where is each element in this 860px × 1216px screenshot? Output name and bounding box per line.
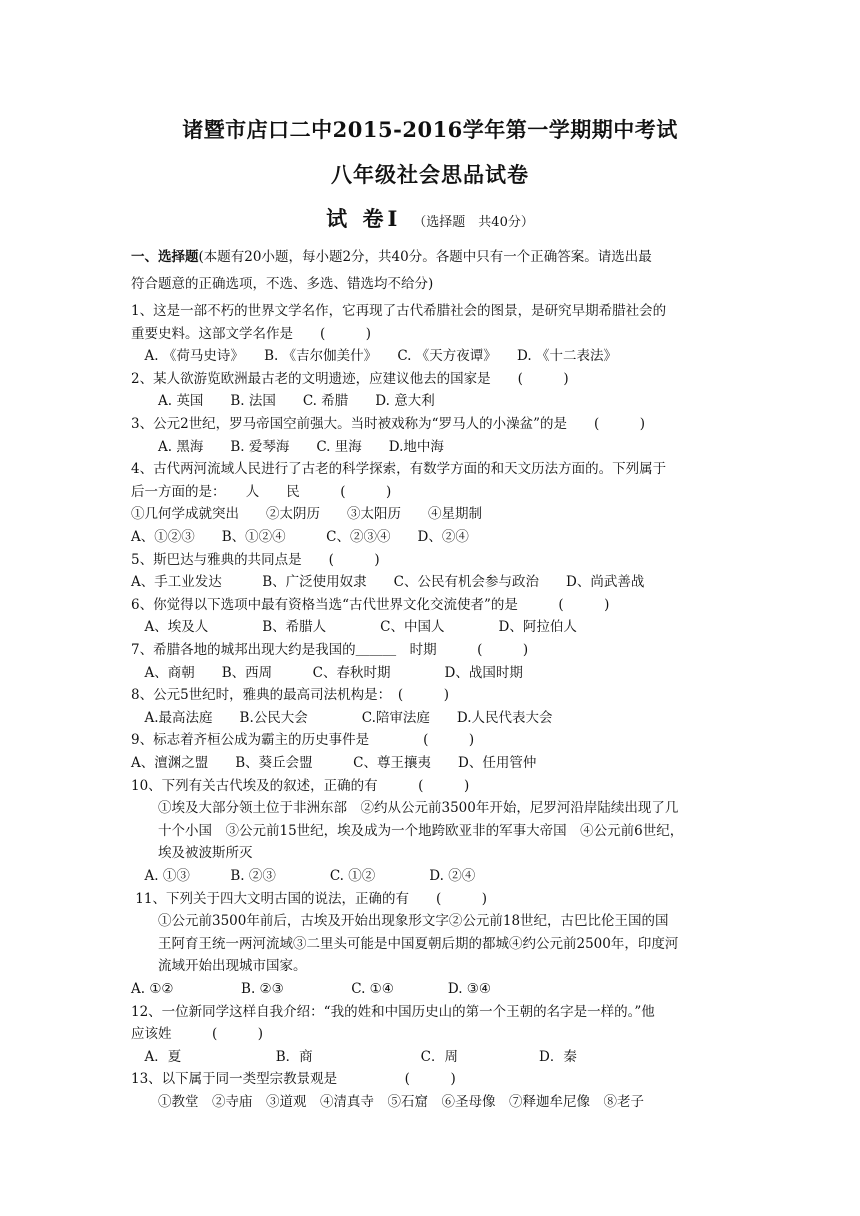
paper-label: 试 卷Ⅰ xyxy=(326,206,402,231)
question-text-line: A、埃及人 B、希腊人 C、中国人 D、阿拉伯人 xyxy=(131,619,577,636)
question-text-line: 9、标志着齐桓公成为霸主的历史事件是 ( ) xyxy=(131,732,475,749)
question-text-line: ①几何学成就突出 ②太阴历 ③太阳历 ④星期制 xyxy=(131,506,482,523)
question-text-line: 3、公元2世纪，罗马帝国空前强大。当时被戏称为“罗马人的小澡盆”的是 ( ) xyxy=(131,416,646,432)
question-text-line: A、手工业发达 B、广泛使用奴隶 C、公民有机会参与政治 D、尚武善战 xyxy=(131,574,645,591)
question-text-line: 流域开始出现城市国家。 xyxy=(131,958,307,975)
paper-section-heading xyxy=(0,203,860,233)
question-text-line: 应该姓 ( ) xyxy=(131,1026,264,1043)
question-text-line: A. ①③ B. ②③ C. ①② D. ②④ xyxy=(131,868,476,884)
question-text-line: 重要史料。这部文学名作是 ( ) xyxy=(131,325,372,342)
question-text-line: 13、以下属于同一类型宗教景观是 ( ) xyxy=(131,1071,456,1088)
question-text-line: 埃及被波斯所灭 xyxy=(131,845,253,862)
question-text-line: 后一方面的是： 人 民 ( ) xyxy=(131,483,392,500)
question-text-line: A. 英国 B. 法国 C. 希腊 D. 意大利 xyxy=(131,393,435,410)
question-text-line: ①埃及大部分领土位于非洲东部 ②约从公元前3500年开始，尼罗河沿岸陆续出现了几 xyxy=(131,800,679,817)
question-text-line: A．夏 B．商 C．周 D．秦 xyxy=(131,1048,577,1065)
section-label: 一、选择题 xyxy=(131,249,199,265)
paper-note: （选择题 共40分） xyxy=(413,215,534,230)
section-instruction-line xyxy=(131,248,652,266)
question-text-line: A、①②③ B、①②④ C、②③④ D、②④ xyxy=(131,529,469,545)
question-text-line: A. ①② B. ②③ C. ①④ D. ③④ xyxy=(131,981,492,997)
question-text-line: ①公元前3500年前后，古埃及开始出现象形文字②公元前18世纪，古巴比伦王国的国 xyxy=(131,913,669,930)
question-text-line: 10、下列有关古代埃及的叙述，正确的有 ( ) xyxy=(131,777,470,794)
question-text-line: ①教堂 ②寺庙 ③道观 ④清真寺 ⑤石窟 ⑥圣母像 ⑦释迦牟尼像 ⑧老子 xyxy=(131,1094,644,1110)
question-text-line: 8、公元5世纪时，雅典的最高司法机构是： ( ) xyxy=(131,687,449,704)
question-text-line: A、澶渊之盟 B、葵丘会盟 C、尊王攘夷 D、任用管仲 xyxy=(131,755,537,771)
question-text-line: 6、你觉得以下选项中最有资格当选“古代世界文化交流使者”的是 ( ) xyxy=(131,596,610,613)
question-text-line: 2、某人欲游览欧洲最古老的文明遗迹，应建议他去的国家是 ( ) xyxy=(131,370,569,387)
question-text-line: 7、希腊各地的城邦出现大约是我国的＿＿＿ 时期 ( ) xyxy=(131,642,529,658)
question-text-line: A. 《荷马史诗》 B. 《吉尔伽美什》 C. 《天方夜谭》 D. 《十二表法》 xyxy=(131,348,617,365)
exam-title: 诸暨市店口二中2015-2016学年第一学期期中考试 xyxy=(182,117,678,142)
question-text-line: A. 黑海 B. 爱琴海 C. 里海 D.地中海 xyxy=(131,438,444,455)
question-text-line: 5、斯巴达与雅典的共同点是 ( ) xyxy=(131,551,380,568)
question-text-line: A、商朝 B、西周 C、春秋时期 D、战国时期 xyxy=(131,664,523,681)
question-text-line: 王阿育王统一两河流域③二里头可能是中国夏朝后期的都城④约公元前2500年，印度河 xyxy=(131,935,679,952)
question-text-line: 1、这是一部不朽的世界文学名作，它再现了古代希腊社会的图景，是研究早期希腊社会的 xyxy=(131,303,667,319)
question-text-line: 4、古代两河流域人民进行了古老的科学探索，有数学方面的和天文历法方面的。下列属于 xyxy=(131,461,667,478)
question-text-line: 十个小国 ③公元前15世纪，埃及成为一个地跨欧亚非的军事大帝国 ④公元前6世纪， xyxy=(131,822,684,839)
question-text-line: A.最高法庭 B.公民大会 C.陪审法庭 D.人民代表大会 xyxy=(131,709,553,726)
section-instruction-line: 符合题意的正确选项，不选、多选、错选均不给分) xyxy=(131,276,434,292)
question-text-line: 11、下列关于四大文明古国的说法，正确的有 ( ) xyxy=(131,890,488,907)
exam-subtitle: 八年级社会思品试卷 xyxy=(331,162,529,187)
question-text-line: 12、一位新同学这样自我介绍：“我的姓和中国历史山的第一个王朝的名字是一样的。”他 xyxy=(131,1003,655,1020)
section-instruction-text: (本题有20小题，每小题2分，共40分。各题中只有一个正确答案。请选出最 xyxy=(198,249,652,265)
